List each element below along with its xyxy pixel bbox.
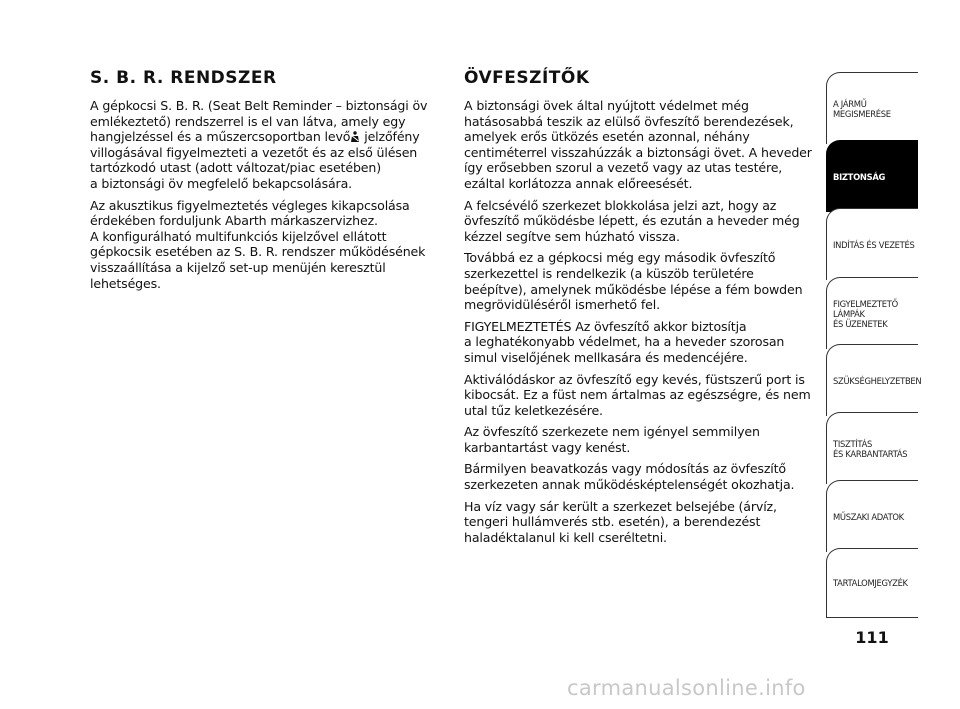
tab-emergency[interactable]: SZÜKSÉGHELYZETBEN: [826, 344, 918, 416]
pretensioner-paragraph: Az övfeszítő szerkezete nem igényel semmilyen karbantartást vagy kenést.: [464, 424, 760, 455]
sbr-paragraph-1: [90, 98, 440, 192]
watermark: carmanualsonline.info: [567, 676, 806, 700]
sbr-paragraph-1-start: A gépkocsi S. B. R. (Seat Belt Reminder – biztonsági öv emlékeztető) rendszerrel is el van látva, amely egy hangjelzéssel és a műszercsoportban levő: [90, 98, 428, 145]
pretensioner-paragraph: A felcsévélő szerkezet blokkolása jelzi azt, hogy az övfeszítő működésbe lépett, és ezután a heveder még kézzel segítve sem húzható vissza.: [464, 197, 800, 244]
pretensioner-paragraph: Továbbá ez a gépkocsi még egy második övfeszítő szerkezettel is rendelkezik (a küszöb területére beépítve), amelynek működésbe lépése a fém bowden megrövidüléséről ismerhető fel.: [464, 250, 803, 313]
tab-technical-data[interactable]: MŰSZAKI ADATOK: [826, 480, 918, 552]
tab-safety[interactable]: BIZTONSÁG: [826, 140, 918, 212]
sbr-paragraph-1-end: jelzőfény villogásával figyelmezteti a vezetőt és az első ülésen tartózkodó utast (adott változat/piac esetében) a biztonsági öv megfelelő bekapcsolására.: [90, 129, 420, 191]
page-number: 111: [855, 628, 889, 647]
tab-index[interactable]: TARTALOMJEGYZÉK: [826, 548, 918, 618]
tab-warning-lights[interactable]: FIGYELMEZTETŐ LÁMPÁK ÉS ÜZENETEK: [826, 277, 918, 349]
pretensioner-paragraph: Bármilyen beavatkozás vagy módosítás az övfeszítő szerkezeten annak működésképtelenségét okozhatja.: [464, 461, 795, 493]
pretensioner-warning: FIGYELMEZTETÉS Az övfeszítő akkor biztosítja a leghatékonyabb védelmet, ha a heveder szorosan simul viselőjének mellkasára és medencéjére.: [464, 318, 785, 365]
pretensioner-paragraph: A biztonsági övek által nyújtott védelmet még hatásosabbá teszik az elülső övfeszítő berendezések, amelyek erős ütközés esetén azonnal, néhány centiméterrel visszahúzzák a biztonsági övet. A heveder így erősebben szorul a vezető vagy az utas testére, ezáltal korlátozza annak előreesését.: [464, 98, 812, 191]
tab-starting-driving[interactable]: INDÍTÁS ÉS VEZETÉS: [826, 208, 918, 280]
pretensioner-title: ÖVFESZÍTŐK: [464, 68, 590, 88]
tab-cleaning-maintenance[interactable]: TISZTÍTÁS ÉS KARBANTARTÁS: [826, 412, 918, 484]
pretensioner-section: [464, 68, 816, 551]
pretensioner-paragraph: Ha víz vagy sár került a szerkezet belsejébe (árvíz, tengeri hullámverés stb. esetén), a berendezést haladéktalanul ki kell cseréltetni.: [464, 498, 777, 545]
tab-vehicle-overview[interactable]: A JÁRMŰ MEGISMERÉSE: [826, 72, 918, 144]
sbr-section: [90, 68, 440, 297]
seatbelt-warning-icon: [350, 131, 360, 143]
pretensioner-paragraph: Aktiválódáskor az övfeszítő egy kevés, füstszerű port is kibocsát. Ez a füst nem ártalmas az egészségre, és nem utal tűz keletkezésére.: [464, 371, 811, 418]
sbr-title: S. B. R. RENDSZER: [90, 68, 277, 88]
sbr-paragraph-2: Az akusztikus figyelmeztetés végleges kikapcsolása érdekében forduljunk Abarth márkaszervizhez. A konfigurálható multifunkciós kijelzővel ellátott gépkocsik esetében az S. B. R. rendszer működésének visszaállítása a kijelző set-up menüjén keresztül lehetséges.: [90, 197, 426, 291]
